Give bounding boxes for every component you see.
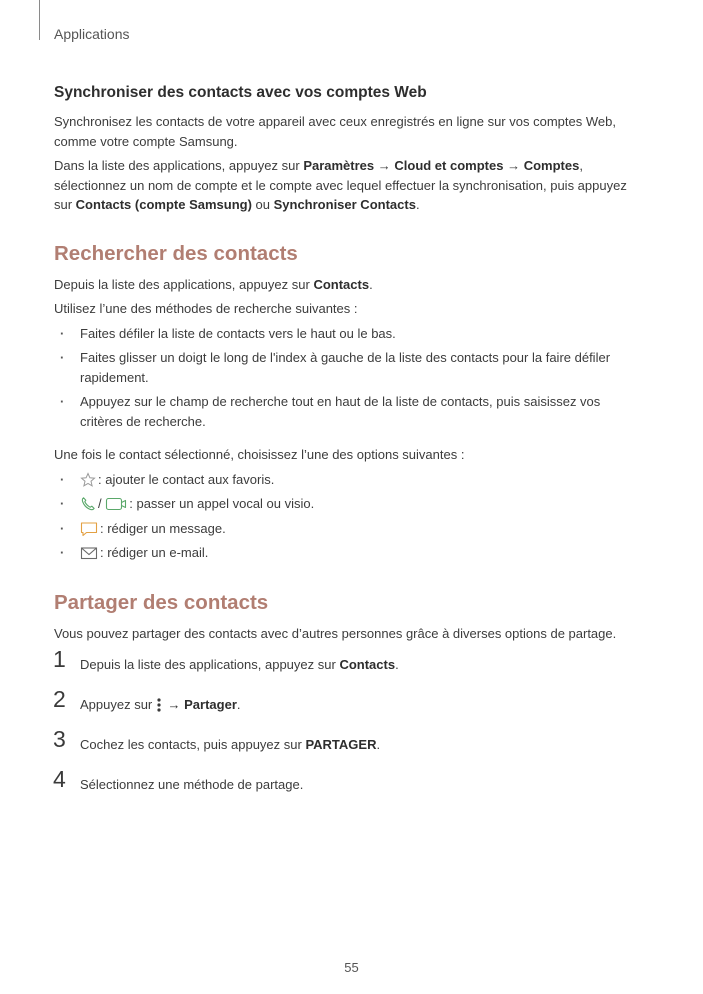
margin-rule	[39, 0, 40, 40]
star-icon	[80, 472, 96, 488]
step-number: 4	[53, 766, 66, 792]
list-item-email: · : rédiger un e-mail.	[54, 543, 646, 563]
step-number: 1	[53, 646, 66, 672]
message-icon	[80, 521, 98, 537]
step-4	[53, 766, 646, 813]
share-intro: Vous pouvez partager des contacts avec d’autres personnes grâce à diverses options de partage.	[54, 625, 617, 641]
list-item-call: · / : passer un appel vocal ou visio.	[54, 494, 646, 514]
list-item-message: · : rédiger un message.	[54, 519, 646, 539]
search-paragraph-2: Utilisez l’une des méthodes de recherche suivantes :	[54, 301, 358, 316]
page-content	[54, 84, 646, 813]
phone-icon	[80, 496, 96, 512]
video-call-icon	[105, 496, 127, 512]
options-intro: Une fois le contact sélectionné, choisissez l’une des options suivantes :	[54, 447, 465, 462]
list-item: · Faites défiler la liste de contacts vers le haut ou le bas.	[54, 324, 646, 344]
running-header: Applications	[54, 26, 130, 42]
list-item: · Appuyez sur le champ de recherche tout en haut de la liste de contacts, puis saisissez vos critères de recherche.	[54, 392, 646, 431]
contact-options-list	[54, 470, 646, 563]
sync-paragraph-2: Dans la liste des applications, appuyez sur Paramètres → Cloud et comptes → Comptes, sélectionnez un nom de compte et le compte avec lequel effectuer la synchronisation, puis appuyez sur Contacts (compte Samsung) ou Synchroniser Contacts.	[54, 158, 627, 212]
step-1	[53, 646, 646, 693]
share-section-title: Partager des contacts	[54, 590, 269, 614]
page-number: 55	[344, 960, 359, 975]
share-steps	[53, 646, 646, 813]
step-2	[53, 686, 646, 733]
search-section-title: Rechercher des contacts	[54, 241, 298, 265]
list-item: · Faites glisser un doigt le long de l'index à gauche de la liste des contacts pour la faire défiler rapidement.	[54, 348, 646, 387]
step-text: Cochez les contacts, puis appuyez sur PARTAGER.	[80, 737, 381, 752]
step-text: Appuyez sur → Partager.	[80, 697, 241, 712]
step-number: 3	[53, 726, 66, 752]
step-3	[53, 726, 646, 773]
search-paragraph-1: Depuis la liste des applications, appuyez sur Contacts.	[54, 276, 373, 292]
sync-paragraph-1: Synchronisez les contacts de votre appareil avec ceux enregistrés en ligne sur vos comptes Web, comme votre compte Samsung.	[54, 114, 616, 149]
list-item-favorite: · : ajouter le contact aux favoris.	[54, 470, 646, 490]
step-text: Sélectionnez une méthode de partage.	[80, 777, 304, 792]
more-options-icon	[156, 697, 162, 713]
step-text: Depuis la liste des applications, appuyez sur Contacts.	[80, 657, 399, 672]
search-methods-list	[54, 324, 646, 432]
sync-title: Synchroniser des contacts avec vos comptes Web	[54, 84, 427, 101]
step-number: 2	[53, 686, 66, 712]
email-icon	[80, 545, 98, 561]
